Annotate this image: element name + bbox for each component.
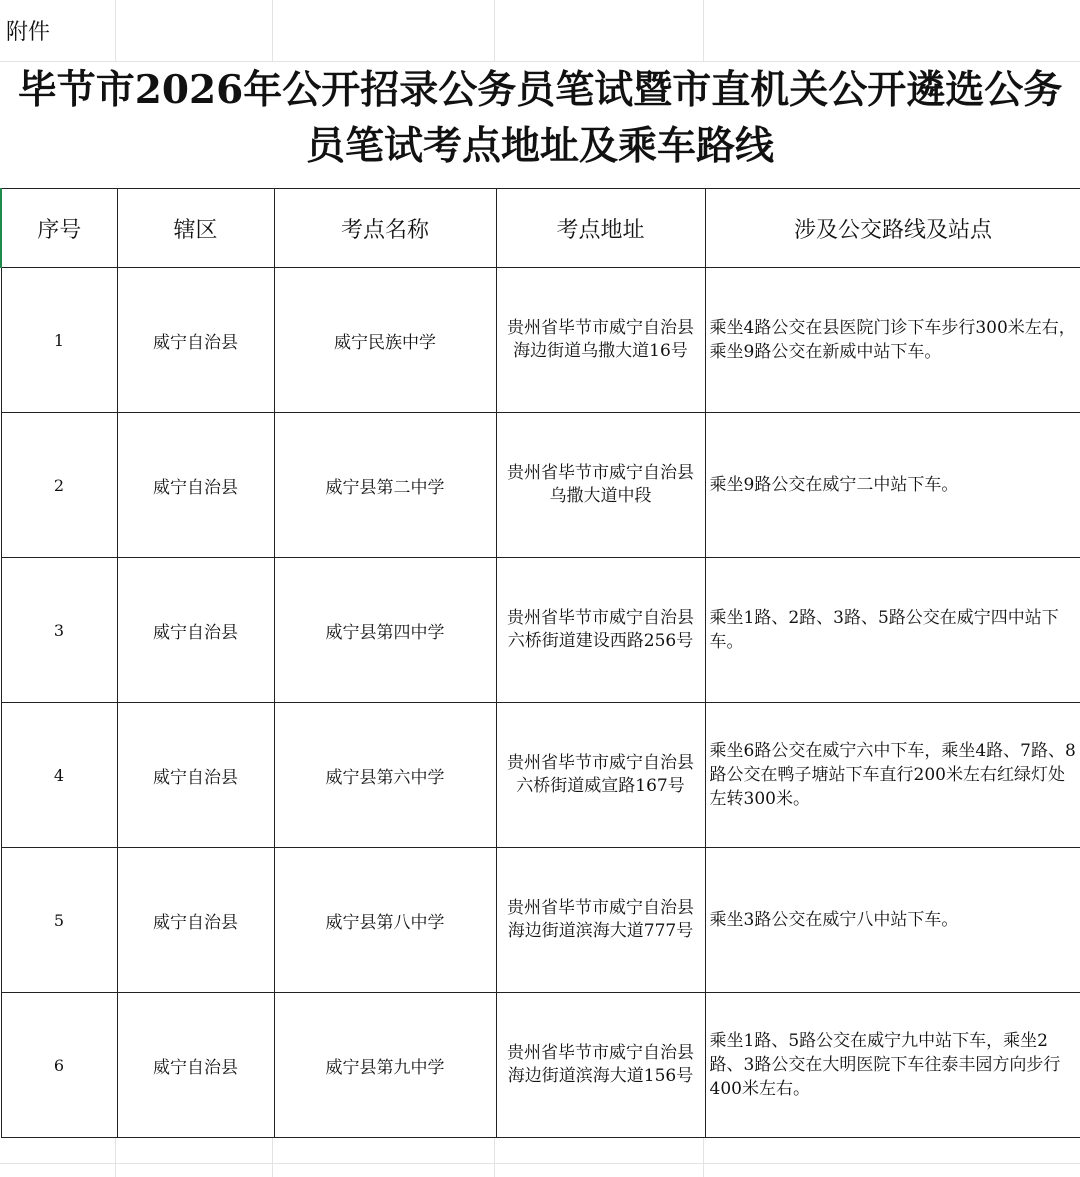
cell-index: 5: [1, 848, 117, 993]
table-row: [1, 558, 1080, 703]
page-title-line-2: 员笔试考点地址及乘车路线: [305, 123, 774, 169]
cell-site-name: 威宁民族中学: [274, 268, 496, 413]
exam-sites-table: [0, 188, 1080, 1138]
cell-site-address: 贵州省毕节市威宁自治县六桥街道威宣路167号: [496, 703, 705, 848]
grid-column-line: [272, 0, 273, 62]
cell-district: 威宁自治县: [117, 268, 274, 413]
table-row: [1, 268, 1080, 413]
cell-site-name: 威宁县第六中学: [274, 703, 496, 848]
cell-site-address: 贵州省毕节市威宁自治县乌撒大道中段: [496, 413, 705, 558]
header-index: 序号: [1, 189, 117, 268]
cell-bus-routes: 乘坐6路公交在威宁六中下车，乘坐4路、7路、8路公交在鸭子塘站下车直行200米左右红绿灯处左转300米。: [705, 703, 1080, 848]
cell-index: 3: [1, 558, 117, 703]
grid-column-line: [115, 0, 116, 62]
cell-district: 威宁自治县: [117, 993, 274, 1138]
table-header-row: [1, 189, 1080, 268]
cell-site-address: 贵州省毕节市威宁自治县海边街道乌撒大道16号: [496, 268, 705, 413]
grid-column-line: [272, 1138, 273, 1177]
cell-district: 威宁自治县: [117, 703, 274, 848]
cell-district: 威宁自治县: [117, 558, 274, 703]
cell-bus-routes: 乘坐3路公交在威宁八中站下车。: [705, 848, 1080, 993]
cell-bus-routes: 乘坐4路公交在县医院门诊下车步行300米左右，乘坐9路公交在新威中站下车。: [705, 268, 1080, 413]
cell-site-name: 威宁县第九中学: [274, 993, 496, 1138]
page-title: [0, 62, 1080, 188]
header-district: 辖区: [117, 189, 274, 268]
cell-index: 1: [1, 268, 117, 413]
cell-site-address: 贵州省毕节市威宁自治县海边街道滨海大道777号: [496, 848, 705, 993]
grid-column-line: [115, 1138, 116, 1177]
grid-column-line: [494, 0, 495, 62]
cell-site-address: 贵州省毕节市威宁自治县海边街道滨海大道156号: [496, 993, 705, 1138]
cell-site-address: 贵州省毕节市威宁自治县六桥街道建设西路256号: [496, 558, 705, 703]
cell-bus-routes: 乘坐1路、2路、3路、5路公交在威宁四中站下车。: [705, 558, 1080, 703]
grid-column-line: [494, 1138, 495, 1177]
cell-bus-routes: 乘坐9路公交在威宁二中站下车。: [705, 413, 1080, 558]
grid-row-line: [0, 1163, 1080, 1164]
grid-column-line: [703, 1138, 704, 1177]
cell-site-name: 威宁县第二中学: [274, 413, 496, 558]
cell-index: 6: [1, 993, 117, 1138]
header-site-name: 考点名称: [274, 189, 496, 268]
grid-column-line: [703, 0, 704, 62]
cell-site-name: 威宁县第四中学: [274, 558, 496, 703]
page-title-line-1: 毕节市2026年公开招录公务员笔试暨市直机关公开遴选公务: [17, 67, 1063, 113]
table-row: [1, 848, 1080, 993]
table-row: [1, 703, 1080, 848]
header-bus-routes: 涉及公交路线及站点: [705, 189, 1080, 268]
cell-index: 4: [1, 703, 117, 848]
header-site-address: 考点地址: [496, 189, 705, 268]
attachment-label: 附件: [6, 20, 51, 45]
table-row: [1, 413, 1080, 558]
cell-district: 威宁自治县: [117, 848, 274, 993]
cell-district: 威宁自治县: [117, 413, 274, 558]
table-row: [1, 993, 1080, 1138]
cell-index: 2: [1, 413, 117, 558]
cell-bus-routes: 乘坐1路、5路公交在威宁九中站下车，乘坐2路、3路公交在大明医院下车往泰丰园方向步行400米左右。: [705, 993, 1080, 1138]
cell-site-name: 威宁县第八中学: [274, 848, 496, 993]
